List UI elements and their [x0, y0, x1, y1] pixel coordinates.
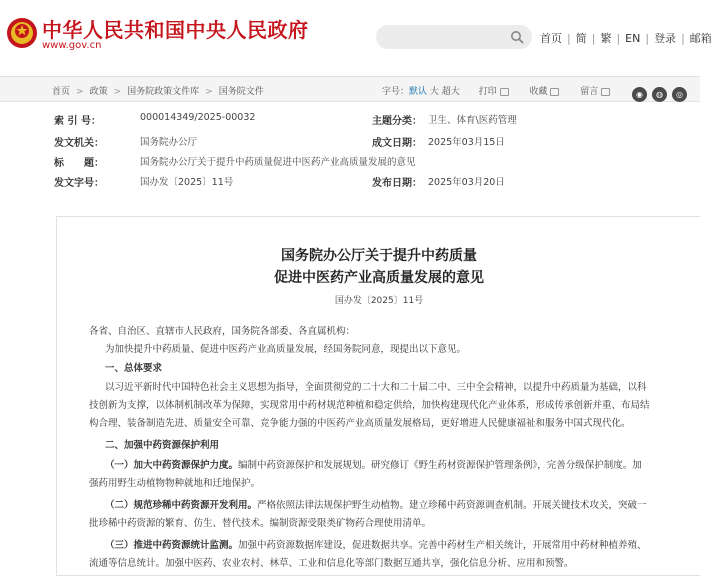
paragraph-line: 以习近平新时代中国特色社会主义思想为指导，全面贯彻党的二十大和二十届二中、三中全会精神，以提升中药质量为基础，以科 [105, 382, 647, 393]
search-icon[interactable] [510, 30, 524, 44]
title-label: 标 题： [54, 158, 104, 169]
pubdate-value: 2025年03月20日 [428, 177, 505, 188]
subsection-heading: （三）推进中药资源统计监测。 [105, 540, 239, 551]
link-simplified[interactable]: 简 [575, 32, 587, 45]
index-value: 000014349/2025-00032 [140, 112, 256, 123]
paragraph-line: 技创新为支撑，以体制机制改革为保障，实现常用中药材规范种植和稳定供给，加快构建现代化产业体系，形成传承创新并重、布局结 [89, 400, 650, 411]
date-label: 成文日期： [372, 138, 422, 149]
page-tools [382, 84, 612, 97]
salutation: 各省、自治区、直辖市人民政府，国务院各部委、各直属机构： [89, 326, 356, 337]
issuer-value: 国务院办公厅 [140, 137, 198, 148]
article-title-line2: 促进中医药产业高质量发展的意见 [274, 270, 484, 286]
breadcrumb-state-council-docs[interactable]: 国务院文件 [218, 87, 264, 97]
link-traditional[interactable]: 繁 [600, 32, 612, 45]
link-mail[interactable]: 邮箱 [689, 32, 712, 45]
link-english[interactable]: EN [625, 32, 641, 45]
print-icon [500, 88, 509, 96]
favorite-button[interactable] [529, 87, 561, 97]
paragraph-line: 构合理、装备制造先进、质量安全可靠、竞争能力强的中医药产业高质量发展格局，更好增进人民健康福祉和服务中国式现代化。 [89, 418, 631, 429]
intro-paragraph: 为加快提升中药质量、促进中医药产业高质量发展，经国务院同意，现提出以下意见。 [105, 344, 467, 355]
message-icon [601, 88, 610, 96]
message-label: 留言 [580, 87, 599, 97]
paragraph-line [105, 457, 695, 474]
category-value: 卫生、体育\医药管理 [428, 115, 517, 126]
top-links: 首页 | 简 | 繁 | EN | 登录 | 邮箱 [540, 32, 712, 45]
docnum-value: 国办发〔2025〕11号 [140, 177, 234, 188]
paragraph-line [105, 497, 695, 514]
search-input[interactable] [376, 25, 532, 49]
title-value: 国务院办公厅关于提升中药质量促进中医药产业高质量发展的意见 [140, 157, 416, 168]
link-home[interactable]: 首页 [540, 32, 562, 45]
font-large-button[interactable]: 大 [429, 87, 439, 97]
breadcrumb-policy[interactable]: 政策 [89, 87, 108, 97]
subsection-heading: （一）加大中药资源保护力度。 [105, 460, 239, 471]
docnum-label: 发文字号： [54, 178, 104, 189]
print-button[interactable] [479, 87, 511, 97]
weibo-icon[interactable]: ◉ [632, 87, 647, 102]
site-header [0, 0, 712, 72]
paragraph-line: 流通等信息统计。加强中医药、农业农村、林草、工业和信息化等部门数据互通共享，强化信息分析、应用和预警。 [89, 558, 574, 569]
font-size-label: 字号： [382, 87, 410, 97]
category-label: 主题分类： [372, 116, 422, 127]
pubdate-label: 发布日期： [372, 178, 422, 189]
breadcrumb-bar [0, 76, 700, 102]
paragraph-line [105, 537, 695, 554]
article-body [56, 216, 700, 576]
paragraph-line: 批珍稀中药资源的繁育、仿生、替代技术。编制资源受限类矿物药合理使用清单。 [89, 518, 432, 529]
paragraph-line: 强药用野生动植物物种就地和迁地保护。 [89, 478, 261, 489]
date-value: 2025年03月15日 [428, 137, 505, 148]
article-title-line1: 国务院办公厅关于提升中药质量 [281, 248, 477, 264]
metadata-row [54, 134, 694, 154]
article-doc-number: 国办发〔2025〕11号 [334, 296, 424, 306]
breadcrumb: 首页 > 政策 > 国务院政策文件库 > 国务院文件 [52, 87, 264, 97]
breadcrumb-policy-library[interactable]: 国务院政策文件库 [127, 87, 200, 97]
favorite-icon [550, 88, 559, 96]
document-metadata [54, 112, 694, 198]
subsection-heading: （二）规范珍稀中药资源开发利用。 [105, 500, 258, 511]
print-label: 打印 [478, 87, 497, 97]
paragraph-text: 加强中药资源数据库建设，促进数据共享。完善中药材生产相关统计，开展常用中药材种植养殖、 [238, 540, 647, 551]
national-emblem-icon[interactable] [6, 17, 38, 49]
metadata-row [54, 174, 694, 194]
qzone-icon[interactable]: ◎ [672, 87, 687, 102]
font-default-button[interactable]: 默认 [409, 87, 428, 97]
section-heading: 一、总体要求 [105, 363, 163, 374]
paragraph-text: 编制中药资源保护和发展规划。研究修订《野生药材资源保护管理条例》，完善分级保护制度。加 [238, 460, 642, 471]
site-url: www.gov.cn [42, 40, 102, 51]
favorite-label: 收藏 [529, 87, 548, 97]
section-heading: 二、加强中药资源保护利用 [105, 440, 220, 451]
paragraph-text: 严格依照法律法规保护野生动植物。建立珍稀中药资源调查机制。开展关键技术攻关，突破一 [257, 500, 647, 511]
index-label: 索 引 号： [54, 116, 101, 127]
link-login[interactable]: 登录 [654, 32, 677, 45]
wechat-icon[interactable]: ◍ [652, 87, 667, 102]
metadata-row [54, 154, 694, 174]
metadata-row [54, 112, 694, 132]
font-xlarge-button[interactable]: 超大 [441, 87, 460, 97]
share-icons [632, 82, 692, 102]
breadcrumb-home[interactable]: 首页 [52, 87, 71, 97]
issuer-label: 发文机关： [54, 138, 104, 149]
site-title[interactable]: 中华人民共和国中央人民政府 [42, 18, 309, 42]
message-button[interactable] [580, 87, 612, 97]
